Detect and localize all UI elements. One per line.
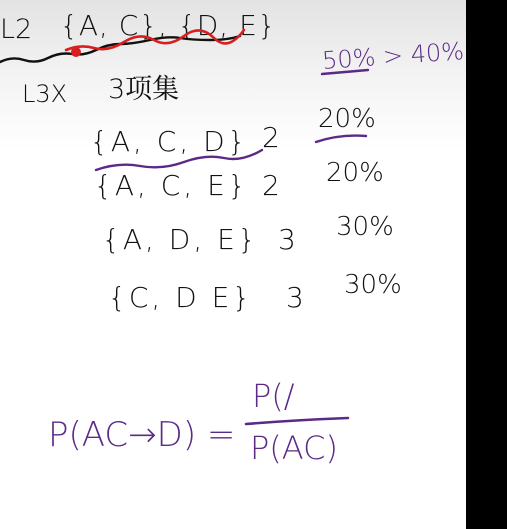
- itemset-row-set: {A, D, E}: [102, 223, 259, 256]
- level3-label: L3X: [22, 80, 68, 108]
- level3-title: 3项集: [108, 74, 180, 105]
- itemset-row-support: 30%: [344, 270, 402, 300]
- formula-numerator: P(/: [252, 377, 295, 415]
- level2-itemsets: {A, C}, {D, E}: [60, 9, 277, 42]
- itemset-row-set: {A, C, D}: [90, 125, 249, 158]
- formula-denominator: P(AC): [250, 429, 338, 467]
- itemset-row-count: 2: [262, 121, 280, 154]
- itemset-row-count: 2: [262, 169, 280, 202]
- itemset-row-support: 20%: [318, 104, 376, 134]
- itemset-row-count: 3: [286, 281, 304, 314]
- itemset-row-count: 3: [278, 223, 296, 256]
- itemset-row-support: 30%: [336, 212, 394, 242]
- support-threshold: 50% > 40%: [321, 37, 465, 75]
- right-edge-bar: [466, 0, 507, 529]
- itemset-row-set: {C, D E}: [108, 281, 254, 314]
- itemset-row-set: {A, C, E}: [94, 169, 249, 202]
- formula-lhs: P(AC→D) =: [48, 415, 236, 455]
- level2-label: L2: [0, 14, 33, 45]
- itemset-row-support: 20%: [326, 158, 384, 188]
